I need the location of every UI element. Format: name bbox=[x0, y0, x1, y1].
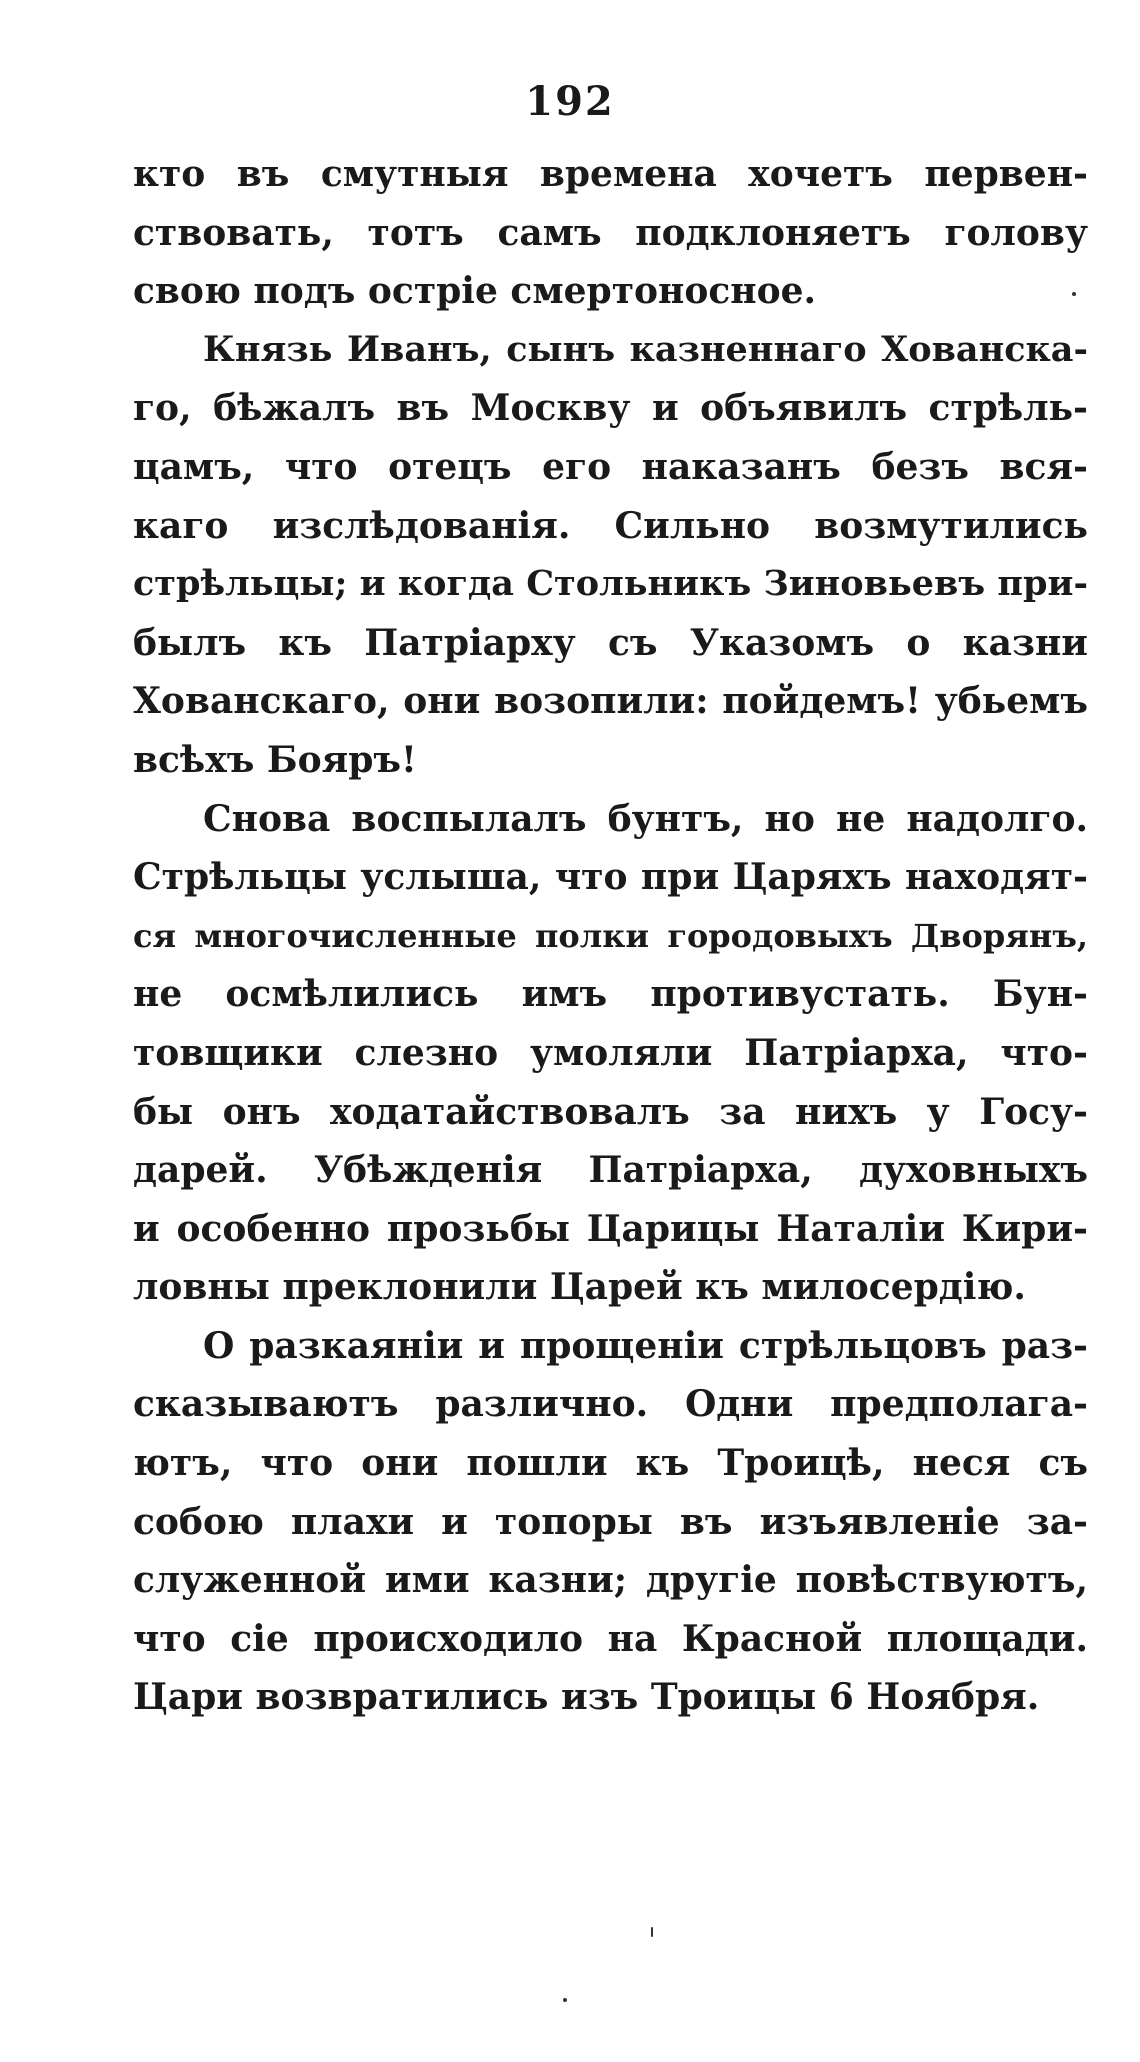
text-line: былъ къ Патріарху съ Указомъ о казни bbox=[133, 621, 1088, 664]
text-line: ствовать, тотъ самъ подклоняетъ голову bbox=[133, 211, 1088, 254]
text-line: ловны преклонили Царей къ милосердію. bbox=[133, 1266, 1026, 1309]
text-line: О разкаяніи и прощеніи стрѣльцовъ раз- bbox=[203, 1324, 1088, 1367]
text-line: каго изслѣдованія. Сильно возмутились bbox=[133, 504, 1088, 547]
text-line: Снова воспылалъ бунтъ, но не надолго. bbox=[203, 797, 1088, 840]
body-text bbox=[133, 145, 1088, 1727]
print-speck bbox=[651, 1927, 653, 1937]
text-line: собою плахи и топоры въ изъявленіе за- bbox=[133, 1500, 1088, 1543]
text-line: не осмѣлились имъ противустать. Бун- bbox=[133, 973, 1088, 1016]
page-number: 192 bbox=[525, 78, 615, 125]
text-line: Цари возвратились изъ Троицы 6 Ноября. bbox=[133, 1676, 1040, 1719]
text-line: цамъ, что отецъ его наказанъ безъ вся- bbox=[133, 445, 1088, 488]
text-line: Хованскаго, они возопили: пойдемъ! убьемъ bbox=[133, 680, 1088, 723]
text-line: и особенно прозьбы Царицы Наталіи Кири- bbox=[133, 1207, 1088, 1250]
text-line: служенной ими казни; другіе повѣствуютъ, bbox=[133, 1559, 1088, 1602]
text-line: Стрѣльцы услыша, что при Царяхъ находят- bbox=[133, 856, 1088, 899]
text-line: бы онъ ходатайствовалъ за нихъ у Госу- bbox=[133, 1090, 1088, 1133]
text-line: всѣхъ Бояръ! bbox=[133, 738, 417, 781]
text-line: го, бѣжалъ въ Москву и объявилъ стрѣль- bbox=[133, 387, 1088, 430]
text-line: ся многочисленные полки городовыхъ Дворянъ, bbox=[133, 916, 1088, 955]
text-line: сказываютъ различно. Одни предполага- bbox=[133, 1383, 1088, 1426]
text-line: товщики слезно умоляли Патріарха, что- bbox=[133, 1031, 1088, 1074]
print-speck bbox=[563, 1998, 567, 2002]
text-line: дарей. Убѣжденія Патріарха, духовныхъ bbox=[133, 1149, 1088, 1192]
text-line: свою подъ остріе смертоносное. bbox=[133, 270, 817, 313]
text-line: кто въ смутныя времена хочетъ первен- bbox=[133, 153, 1088, 195]
text-line: Князь Иванъ, сынъ казненнаго Хованска- bbox=[203, 328, 1088, 370]
text-line: что сіе происходило на Красной площади. bbox=[133, 1617, 1088, 1660]
text-line: стрѣльцы; и когда Стольникъ Зиновьевъ при- bbox=[133, 563, 1088, 605]
text-line: ютъ, что они пошли къ Троицѣ, неся съ bbox=[133, 1442, 1088, 1485]
print-speck bbox=[1072, 292, 1076, 296]
